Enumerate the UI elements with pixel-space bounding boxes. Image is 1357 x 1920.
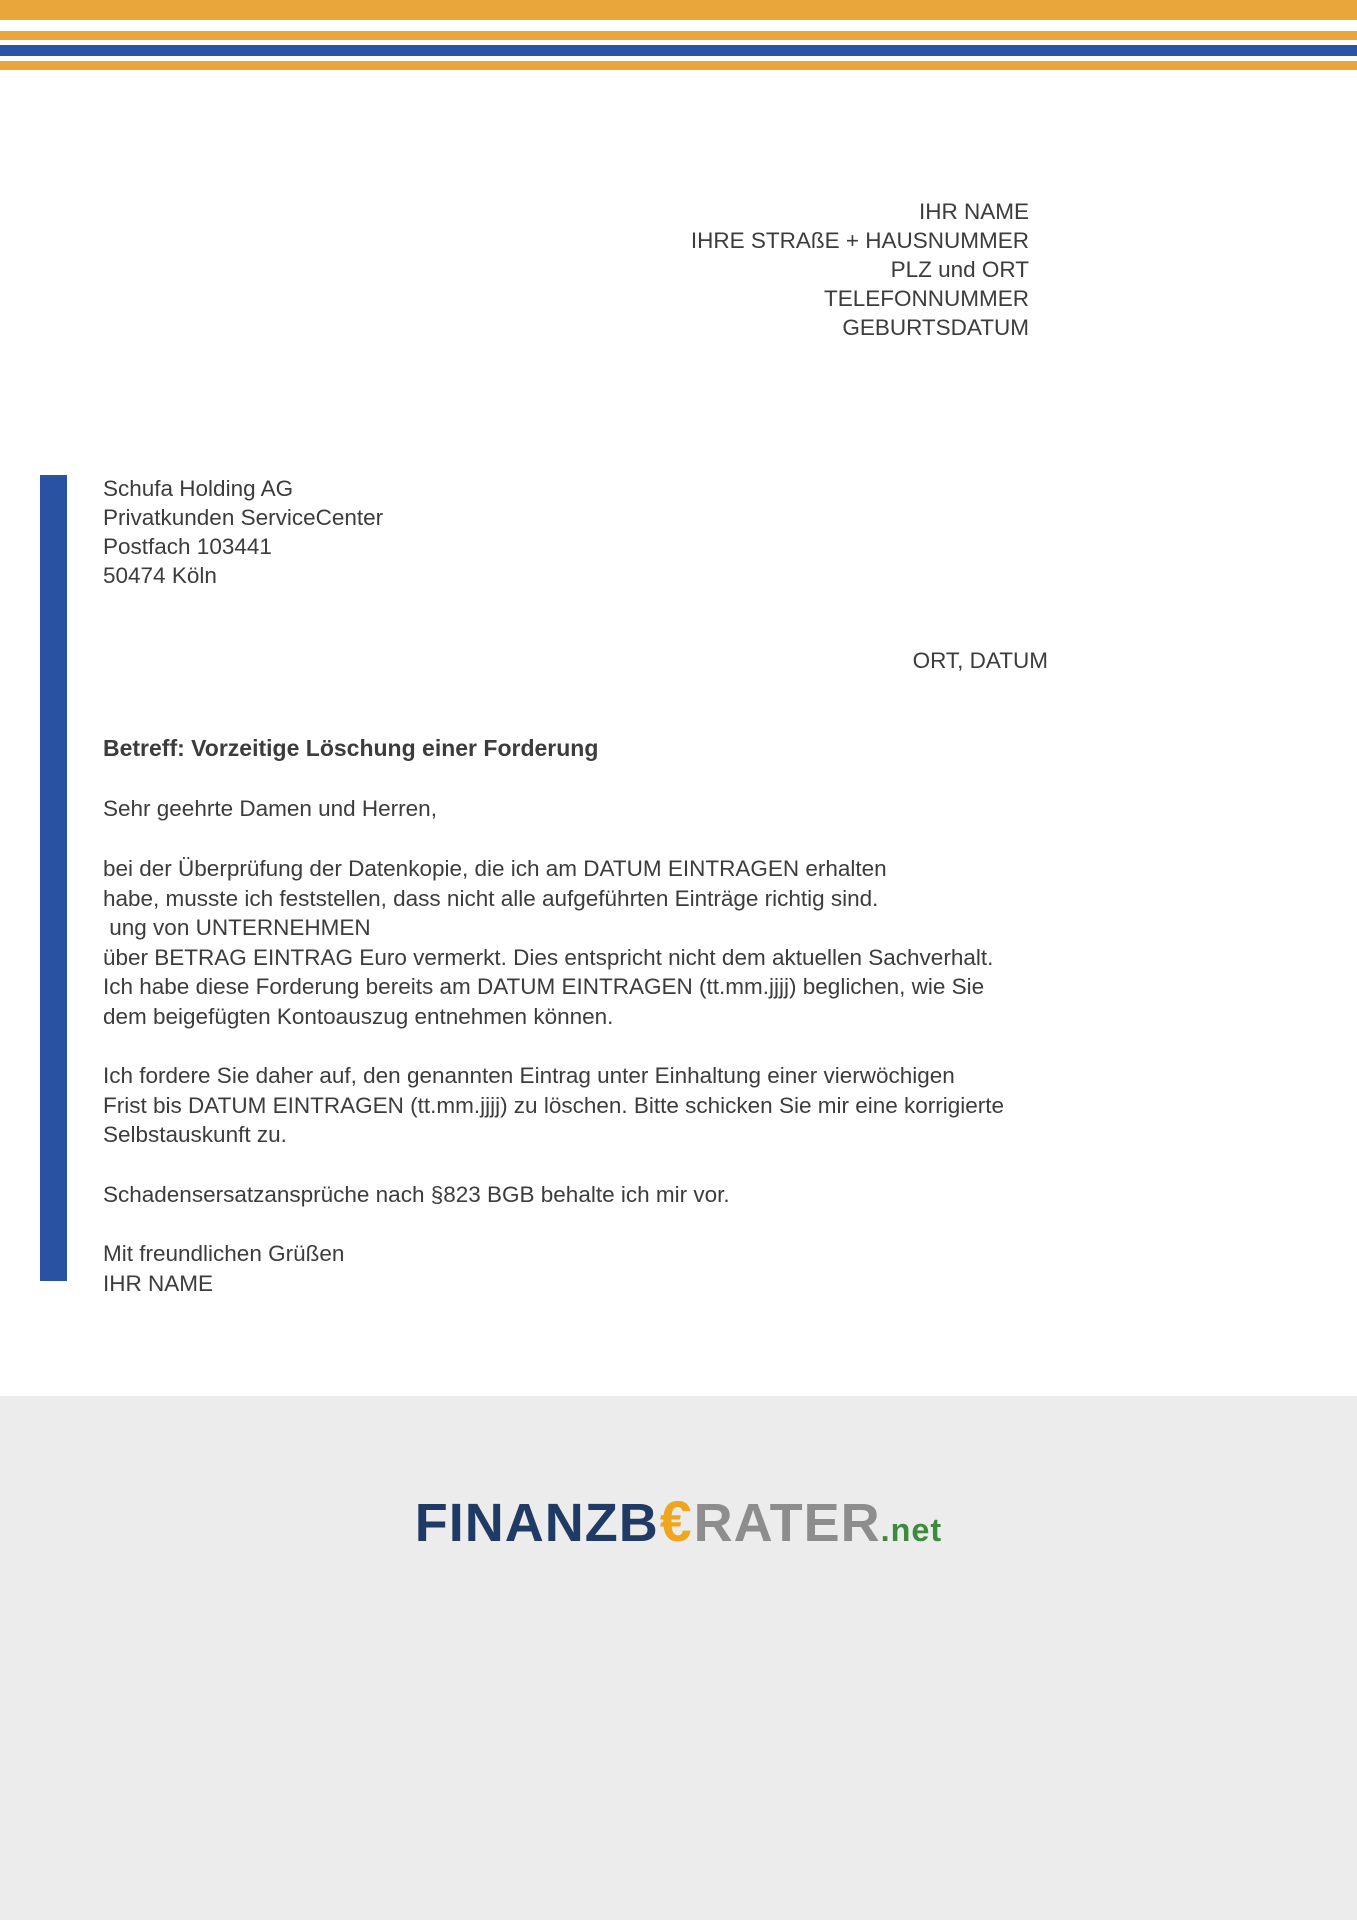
- sender-phone: TELEFONNUMMER: [823, 286, 1029, 311]
- body-line: Frist bis DATUM EINTRAGEN (tt.mm.jjjj) zu löschen. Bitte schicken Sie mir eine korrigierte: [103, 1092, 1005, 1118]
- footer-band: [0, 1396, 1357, 1920]
- euro-icon: €: [659, 1490, 693, 1554]
- logo-text-finanzb: FINANZB: [414, 1493, 659, 1553]
- recipient-pobox: Postfach 103441: [103, 534, 272, 559]
- salutation: Sehr geehrte Damen und Herren,: [103, 795, 437, 821]
- paragraph-1: [103, 854, 1123, 1031]
- body-line: dem beigefügten Kontoauszug entnehmen können.: [103, 1003, 614, 1029]
- logo-text-net: .net: [880, 1512, 943, 1548]
- body-line: bei der Überprüfung der Datenkopie, die ich am DATUM EINTRAGEN erhalten: [103, 856, 887, 881]
- recipient-city: 50474 Köln: [103, 563, 217, 588]
- letter-body: [103, 734, 1123, 1298]
- recipient-company: Schufa Holding AG: [103, 476, 294, 501]
- body-line: über BETRAG EINTRAG Euro vermerkt. Dies entspricht nicht dem aktuellen Sachverhalt.: [103, 944, 994, 970]
- closing-block: [103, 1239, 1123, 1298]
- place-date-line: ORT, DATUM: [912, 648, 1048, 673]
- sender-street: IHRE STRAßE + HAUSNUMMER: [690, 228, 1029, 253]
- paragraph-3: [103, 1180, 1123, 1210]
- sender-name: IHR NAME: [918, 199, 1029, 224]
- sender-birthdate: GEBURTSDATUM: [842, 315, 1029, 340]
- closing-signature: IHR NAME: [103, 1270, 214, 1296]
- top-blue-bar: [0, 45, 1357, 56]
- top-gold-bar-thick: [0, 0, 1357, 20]
- body-line: habe, musste ich feststellen, dass nicht alle aufgeführten Einträge richtig sind.: [103, 885, 879, 911]
- body-line: Ich habe diese Forderung bereits am DATUM EINTRAGEN (tt.mm.jjjj) beglichen, wie Sie: [103, 974, 985, 999]
- finanzberater-logo: [0, 1490, 1357, 1554]
- sender-address-block: [691, 197, 1029, 342]
- paragraph-2: [103, 1061, 1123, 1150]
- subject-line: Betreff: Vorzeitige Löschung einer Forderung: [103, 735, 599, 761]
- recipient-department: Privatkunden ServiceCenter: [103, 505, 384, 530]
- body-line: Selbstauskunft zu.: [103, 1122, 287, 1147]
- body-line: Schadensersatzansprüche nach §823 BGB behalte ich mir vor.: [103, 1181, 730, 1207]
- recipient-address-block: [103, 474, 383, 590]
- blue-accent-bar: [40, 475, 67, 1281]
- top-gold-bar-thin-1: [0, 31, 1357, 40]
- closing-greeting: Mit freundlichen Grüßen: [103, 1241, 345, 1266]
- body-line: Ich fordere Sie daher auf, den genannten Eintrag unter Einhaltung einer vierwöchigen: [103, 1063, 955, 1088]
- top-gold-bar-thin-2: [0, 61, 1357, 70]
- logo-text-rater: RATER: [693, 1493, 881, 1553]
- sender-city: PLZ und ORT: [890, 257, 1029, 282]
- body-line: ung von UNTERNEHMEN: [103, 915, 371, 940]
